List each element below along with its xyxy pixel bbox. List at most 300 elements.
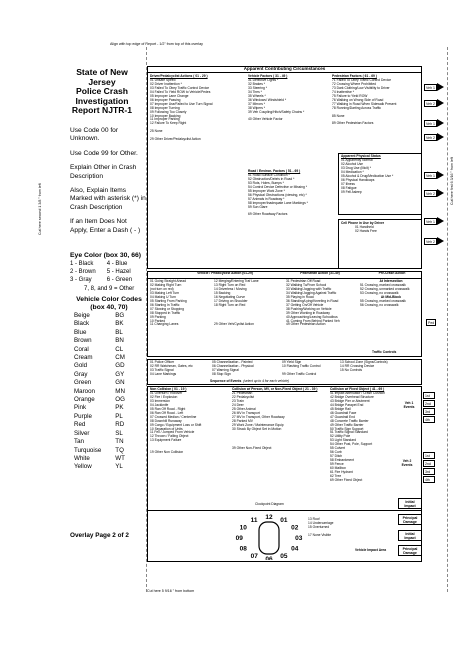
traffic-controls-col2 xyxy=(212,361,287,377)
pedestrian-action-item: 38 Pushing/Working on Vehicle xyxy=(286,306,332,311)
pedestrian-factor-item: 76 Walking on Wrong Side of Road xyxy=(332,97,384,102)
fixed-object-item: 47 Guardrail End xyxy=(330,414,355,419)
vehicle-factor-item: 35 Wheels * xyxy=(248,93,266,98)
pedestrian-factor-item: 78 Running/Darting Across Traffic xyxy=(332,105,382,110)
road-factor-item: 59 Sun Glare xyxy=(248,204,268,209)
traffic-control-item: 14 RR Crossing Device xyxy=(340,363,375,368)
driver-action-item: 08 Improper Turning xyxy=(150,105,180,110)
road-factor-item: 53 Ruts, Holes, Bumps * xyxy=(248,180,284,185)
pedestrian-factors-list xyxy=(332,75,422,126)
vehicle-color-row xyxy=(74,354,125,362)
title-line-3: Investigation xyxy=(75,95,129,106)
fixed-object-item: 57 Ditch xyxy=(330,454,343,459)
vehicle-action-item: 07 Slowing or Stopping xyxy=(150,306,184,311)
vehicle-color-name: Yellow xyxy=(74,463,92,471)
driver-action-item: 05 Improper Lane Change xyxy=(150,93,189,98)
pedestrian-action-list xyxy=(286,280,361,327)
vehicle-factor-item: 37 Mirrors * xyxy=(248,101,266,106)
vehicle-color-code: GY xyxy=(115,370,125,378)
physical-status-item: 02 Alcohol Use xyxy=(341,161,363,166)
vehicle-color-code: CL xyxy=(115,345,124,353)
road-factor-item: 58 Improper/Inadequate Lane Markings * xyxy=(248,200,308,205)
left-cut-note-text: Cut here second 1 3/8 " from left xyxy=(38,183,42,235)
noncollision-item: 08 Downhill Runaway xyxy=(150,418,182,423)
guide-line-right xyxy=(447,47,448,592)
eye-color-item: 6 - Green xyxy=(106,277,133,284)
vehicle-color-row xyxy=(74,371,125,379)
collision-list xyxy=(232,388,327,451)
vehicle-factor-item: 39 Veh Coupling/Hitch/Safety Chains * xyxy=(248,109,305,114)
clock-number: 07 xyxy=(250,553,258,560)
vehicle-color-code: PK xyxy=(115,404,124,412)
collision-item: 29 Work Zone / Maintenance Equip xyxy=(232,422,284,427)
traffic-control-item: 08 Stop Sign xyxy=(212,371,231,376)
vehicle-color-row xyxy=(74,447,125,455)
vehicle-color-subtitle: (box 40, 70) xyxy=(90,304,128,311)
pedestrian-factor-item: 72 Crossing Where Prohibited xyxy=(332,81,376,86)
instruction-asterisk: Also, Explain Items Marked with asterisk (*) in Crash Description xyxy=(70,187,146,211)
collision-item: 39 Other Non-Fixed Object xyxy=(232,446,272,451)
fixed-object-item: 54 Other Post, Pole, Support xyxy=(330,442,373,447)
intersection-item: 51 Crossing, marked crosswalk xyxy=(360,282,406,287)
vehicle-color-code: WT xyxy=(115,454,125,462)
collision-item: 26 MV in Transport xyxy=(232,410,260,415)
impact-area-title: Vehicle Impact Area xyxy=(355,548,387,552)
cell-phone-item: 02 Hands Free xyxy=(355,228,377,233)
driver-action-item: 10 Improper Backing xyxy=(150,113,181,118)
left-cut-note xyxy=(38,140,44,240)
pedestrian-factor-item: 89 Other Pedestrian Factors xyxy=(332,121,374,126)
vehicle-color-row xyxy=(74,438,125,446)
vehicle-action-item: 12 Merging/Entering Traf Lane xyxy=(214,279,259,283)
arrow-right-icon xyxy=(437,237,444,245)
noncollision-item: 02 Fire / Explosion xyxy=(150,394,178,399)
pedestrian-factors-title: Pedestrian Factors ( 61 - 69 ) xyxy=(332,74,377,78)
physical-status-item: 06 Physical Handicaps xyxy=(341,177,375,182)
apparent-factors-title: Apparent Contributing Circumstances xyxy=(243,66,326,71)
vehicle-action-item: (not turn on red) xyxy=(150,286,174,291)
instruction-other: Use Code 99 for Other. xyxy=(70,149,138,157)
vehicle-color-code: YL xyxy=(115,463,123,471)
driver-action-item: 01 Unsafe Speed xyxy=(150,77,176,82)
veh-label-box: Veh 2 xyxy=(426,239,435,244)
fixed-object-item: 48 Concrete Traffic Barrier xyxy=(330,418,369,423)
pedestrian-action-item: 32 Walking To/From School xyxy=(286,282,327,287)
pedestrian-action-item: 49 Other Pedestrian Action xyxy=(286,322,326,327)
vehicle-color-row xyxy=(74,430,125,438)
cell-phone-title: Cell Phone in Use by Driver xyxy=(341,221,385,225)
fixed-object-item: 44 Bridge Parapet End xyxy=(330,402,364,407)
vehicle-action-item: 13 Right Turn on Red xyxy=(214,282,246,287)
fixed-object-item: 46 Guardrail Face xyxy=(330,410,357,415)
collision-item: 23 Train xyxy=(232,398,244,403)
arrow-right-icon xyxy=(437,133,444,141)
vehicle-action-item: 15 Backing xyxy=(214,290,231,295)
driver-action-item: 04 Failed To Yield ROW to Vehicle/Pedes xyxy=(150,89,211,94)
vehicle-color-row xyxy=(74,320,125,328)
vehicle-factor-item: 34 Tires * xyxy=(248,89,262,94)
arrow-right-icon xyxy=(437,119,444,127)
vehicle-color-name: Maroon xyxy=(74,387,95,395)
road-factors-list xyxy=(248,170,338,217)
collision-item: 30 Struck By Object Set in Motion xyxy=(232,426,282,431)
vehicle-action-item: 02 Making Right Turn xyxy=(150,282,182,287)
vehicle-color-row xyxy=(74,421,125,429)
veh-label-box: Veh 1 xyxy=(426,85,435,90)
physical-status-list xyxy=(341,155,421,195)
vehicle-color-row xyxy=(74,312,125,320)
traffic-control-item: 07 Warning Signal xyxy=(212,367,239,372)
vehicle-factor-item: 31 Defective Lights * xyxy=(248,77,279,82)
eye-color-section xyxy=(70,251,148,293)
clock-number: 02 xyxy=(291,524,299,532)
pedestrian-action-item: 39 Other Working in Roadway xyxy=(286,310,330,315)
vehicle-factor-item: 33 Steering * xyxy=(248,85,268,90)
event-order-box: 4th xyxy=(423,416,435,423)
vehicle-action-item: 08 Stopped in Traffic xyxy=(150,310,181,315)
clock-number: 08 xyxy=(239,545,247,553)
fixed-object-item: 58 Embankment xyxy=(330,458,355,463)
vehicle-color-row xyxy=(74,337,125,345)
pedestrian-action-item: 31 Pedestrian Off Road xyxy=(286,279,321,283)
road-factors-title: Road / Environ. Factors ( 51 - 69 ) xyxy=(248,169,301,173)
vehicle-color-code: GN xyxy=(115,379,125,387)
noncollision-item: 05 Ran Off Road - Right xyxy=(150,406,186,411)
vehicle-action-item: 10 Parked xyxy=(150,318,166,323)
vehicle-color-code: GD xyxy=(115,362,125,370)
vehicle-color-code: OG xyxy=(115,396,125,404)
noncollision-item: 09 Cargo / Equipment Loss or Shift xyxy=(150,422,202,427)
driver-action-item: 09 Following Too Closely xyxy=(150,109,187,114)
noncollision-item: 10 Separation of Units xyxy=(150,426,183,431)
clock-number: 01 xyxy=(280,516,288,524)
sequence-title: Sequence of Events xyxy=(210,379,242,383)
bottom-cut-note: Cut here 5 9/16 " from bottom xyxy=(147,589,195,593)
title-line-1: State of New Jersey xyxy=(76,67,128,87)
arrow-right-icon xyxy=(437,217,444,225)
eye-color-item: 3 - Gray xyxy=(70,277,92,284)
vehicle-factor-item: 36 Windows/ Windshield * xyxy=(248,97,287,102)
eye-color-table xyxy=(70,260,133,285)
veh-label-box: Veh 2 xyxy=(426,101,435,106)
cell-phone-list xyxy=(341,222,421,234)
title-line-4: Report NJTR-1 xyxy=(71,105,133,116)
right-cut-note xyxy=(450,110,456,210)
driver-action-item: 07 Improper Use/Failed to Use Turn Signal xyxy=(150,101,213,106)
fixed-object-item: 43 Bridge Pier or Abutment xyxy=(330,398,370,403)
impact-area-item: 13 Roof xyxy=(308,517,320,521)
clock-number: 03 xyxy=(295,535,303,542)
collision-item: 28 Parked MV xyxy=(232,418,253,423)
road-factor-item: 69 Other Roadway Factors xyxy=(248,212,288,217)
fixed-object-item: 61 Fire Hydrant xyxy=(330,470,353,475)
title-line-2: Police Crash xyxy=(75,86,129,97)
vehicle-action-col1 xyxy=(150,280,220,327)
physical-status-item: 01 Apparently Normal xyxy=(341,157,373,162)
noncollision-item: 13 Equipment Failure xyxy=(150,438,182,443)
noncollision-item: 11 Fell / Jumped From Vehicle xyxy=(150,430,195,435)
noncollision-item: 01 Overturn / Rollover xyxy=(150,390,183,395)
noncollision-item: 06 Ran Off Road - Left xyxy=(150,410,184,415)
traffic-control-item: 10 Flashing Traffic Control xyxy=(282,363,321,368)
impact-area-item: 14 Undercarriage xyxy=(308,520,334,525)
clockpoint-title: Clockpoint Diagram xyxy=(255,502,284,506)
vehicle-color-row xyxy=(74,379,125,387)
driver-action-item: 06 Improper Passing xyxy=(150,97,181,102)
fixed-object-item: 53 Light Standard xyxy=(330,438,357,443)
driver-actions-title: Driver/Pedalcyclist Actions ( 01 - 29 ) xyxy=(150,74,208,78)
pedestrian-action-title: Pedestrian Action (31-49) xyxy=(300,271,340,275)
vehicle-color-name: Orange xyxy=(74,396,95,404)
vehicle-color-name: Gray xyxy=(74,370,88,378)
noncollision-item: 19 Other Non Collision xyxy=(150,450,184,455)
traffic-control-item: 04 Lane Markings xyxy=(150,371,177,376)
traffic-controls-col4 xyxy=(340,361,422,373)
traffic-control-item: 03 Traffic Signal xyxy=(150,367,174,372)
collision-item: 22 Pedalcyclist xyxy=(232,394,254,399)
vehicle-color-row xyxy=(74,388,125,396)
vehicle-color-name: Turquoise xyxy=(74,446,102,454)
veh-events-label: Veh 1 Events xyxy=(403,401,415,409)
vehicle-color-name: Cream xyxy=(74,354,93,362)
pedestrian-action-item: 40 Approaching/Leaving Schoolbus xyxy=(286,314,338,319)
arrow-right-icon xyxy=(437,171,444,179)
right-cut-note-text: Cut here first 6 3/16 " from left xyxy=(450,157,454,205)
vehicle-action-title: Vehicle / Pedalcyclist Action (01-29) xyxy=(197,271,253,275)
midblock-item: 56 Crossing, no crosswalk xyxy=(360,302,399,307)
fixed-object-item: 52 Utility Pole xyxy=(330,434,351,439)
vehicle-color-row xyxy=(74,396,125,404)
arrow-right-icon xyxy=(437,99,444,107)
vehicle-color-name: Tan xyxy=(74,438,84,446)
event-order-box: 3rd xyxy=(423,468,435,475)
road-factor-item: 52 Obstruction/Debris in Road * xyxy=(248,176,295,181)
pedestrian-action-item: 37 Getting On/Off Vehicle xyxy=(286,302,324,307)
vehicle-action-item: 11 Changing Lanes xyxy=(150,322,179,327)
vehicle-color-row xyxy=(74,346,125,354)
event-order-box: 2nd xyxy=(423,400,435,407)
collision-title: Collision w/ Person, MV, or Non-Fixed Object ( 21 - 39 ) xyxy=(232,387,318,391)
noncollision-item: 04 Jackknife xyxy=(150,402,169,407)
noncollision-title: Non Collision ( 01 - 19 ) xyxy=(150,387,187,391)
vehicle-action-item: 06 Starting In Traffic xyxy=(150,302,180,307)
vehicle-color-name: Pink xyxy=(74,404,87,412)
driver-actions-list xyxy=(150,75,245,142)
vehicle-color-name: Brown xyxy=(74,337,92,345)
fixed-object-item: 42 Bridge Overhead Structure xyxy=(330,394,374,399)
vehicle-color-row xyxy=(74,362,125,370)
collision-item: 27 MV in Transport, Other Roadway xyxy=(232,414,285,419)
midblock-item: 55 Crossing, marked crosswalk xyxy=(360,298,406,303)
vehicle-color-code: BG xyxy=(115,312,125,319)
clockpoint-diagram xyxy=(233,512,305,560)
driver-action-item: 11 Improper Parking xyxy=(150,117,180,122)
instruction-explain: Explain Other in Crash Description xyxy=(70,164,137,180)
event-order-box: 1st xyxy=(423,452,435,459)
noncollision-item: 03 Immersion xyxy=(150,398,170,403)
physical-status-item: 05 Alcohol & Drug/Medication Use * xyxy=(341,173,394,178)
instruction-dash: If an Item Does Not Apply, Enter a Dash ( - ) xyxy=(70,218,141,234)
driver-action-item: 03 Failed To Obey Traffic Control Device xyxy=(150,85,210,90)
road-factor-item: 51 Road Surface Condition * xyxy=(248,172,290,177)
pedestrian-factor-item: 73 Dark Clothing/Low Visibility to Driver xyxy=(332,85,390,90)
impact-label-box: Principal Damage xyxy=(398,545,422,556)
clock-number: 09 xyxy=(235,535,243,542)
traffic-control-item: 06 Channelization - Physical xyxy=(212,363,254,368)
instructions xyxy=(70,127,146,235)
vehicle-color-row xyxy=(74,329,125,337)
traffic-control-item: 09 Yield Sign xyxy=(282,360,302,364)
pedestrian-factor-item: 77 Walking in Road When Sidewalk Present xyxy=(332,101,397,106)
traffic-control-item: 02 RR Watchman, Gates, etc xyxy=(150,363,193,368)
veh-label-box: Veh 1 xyxy=(426,219,435,224)
top-alignment-note: Align with top edge of Report - 1/2" from top of this overlay xyxy=(110,42,203,46)
at-intersection-title: At Intersection xyxy=(379,279,403,283)
traffic-control-item: 01 Police Officer xyxy=(150,360,175,364)
cell-phone-item: 01 Handheld xyxy=(355,224,374,229)
eye-color-item: 5 - Hazel xyxy=(106,269,131,276)
fixed-object-title: Collision w/ Fixed Object ( 41 - 69 ) xyxy=(330,387,385,391)
eye-color-title: Eye Color (box 30, 66) xyxy=(70,252,142,259)
collision-item: 21 Pedestrian xyxy=(232,390,253,395)
physical-status-item: 07 Illness xyxy=(341,181,355,186)
vehicle-color-name: Beige xyxy=(74,312,90,319)
impact-area-item: 15 Overturned xyxy=(308,524,330,529)
vehicle-color-code: PL xyxy=(115,412,123,420)
vehicle-action-item: 29 Other Veh/Cyclist Action xyxy=(214,322,254,327)
fixed-object-item: 56 Curb xyxy=(330,450,342,455)
vehicle-action-item: 17 Driving on Shoulder xyxy=(214,298,248,303)
pedestrian-factor-item: 75 Failure to Yield ROW xyxy=(332,93,368,98)
vehicle-factors-list xyxy=(248,75,333,122)
veh-label-box: Veh 1 xyxy=(426,173,435,178)
vehicle-color-name: Blue xyxy=(74,328,87,336)
pedestrian-action-item: 41 Coming From Behind Parked Veh xyxy=(286,318,340,323)
ped-label: Ped xyxy=(428,320,435,325)
vehicle-factor-item: 32 Brakes * xyxy=(248,81,266,86)
eye-color-item: 4 - Blue xyxy=(106,261,128,267)
fixed-object-item: 45 Bridge Rail xyxy=(330,406,351,411)
vehicle-action-item: 14 Driverless / Moving xyxy=(214,286,247,291)
pre-crash-ped-list xyxy=(360,280,422,308)
pedestrian-action-item: 35 Playing in Road xyxy=(286,294,314,299)
vehicle-factor-item: 38 Wipers * xyxy=(248,105,266,110)
event-order-box: 3rd xyxy=(423,408,435,415)
clock-number: 11 xyxy=(250,516,258,524)
physical-status-title: Apparent Physical Status xyxy=(341,154,381,158)
veh-label-box: Veh 2 xyxy=(426,191,435,196)
vehicle-action-col2 xyxy=(214,280,289,327)
vehicle-color-row xyxy=(74,404,125,412)
fixed-object-item: 41 Impact Attenuator / Crash Cushion xyxy=(330,390,385,395)
vehicle-action-item: 03 Making Left Turn xyxy=(150,290,180,295)
traffic-control-item: 05 Channelization - Painted xyxy=(212,360,253,364)
fixed-object-item: 62 Tree xyxy=(330,473,342,478)
veh-label-box: Veh 2 xyxy=(426,135,435,140)
road-factor-item: 54 Control Device Defective or Missing * xyxy=(248,184,308,189)
event-order-box: 2nd xyxy=(423,460,435,467)
vehicle-action-item: 09 Parking xyxy=(150,314,166,319)
traffic-controls-col1 xyxy=(150,361,220,377)
vehicle-color-name: Coral xyxy=(74,345,89,353)
physical-status-item: 04 Medication * xyxy=(341,169,364,174)
event-order-box: 1st xyxy=(423,392,435,399)
impact-area-item: 17 None Visible xyxy=(308,532,332,537)
overlay-page-label: Overlay Page 2 of 2 xyxy=(70,532,129,539)
vehicle-action-item: 18 Right Turn on Red xyxy=(214,302,246,307)
fixed-object-item: 49 Other Traffic Barrier xyxy=(330,422,364,427)
vehicle-color-name: Purple xyxy=(74,412,92,420)
driver-action-item: 12 Failure To Keep Right xyxy=(150,121,187,126)
vehicle-action-item: 16 Negotiating Curve xyxy=(214,294,245,299)
physical-status-item: 03 Drug Use (illicit) * xyxy=(341,165,372,170)
eye-color-item: 1 - Black xyxy=(70,261,94,267)
eye-color-item: 2 - Brown xyxy=(70,269,96,276)
driver-action-item: 02 Driver Inattention * xyxy=(150,81,182,86)
pedestrian-action-item: 34 Walking/Jogging Against Traffic xyxy=(286,290,337,295)
vehicle-color-row xyxy=(74,413,125,421)
clock-number: 12 xyxy=(265,514,273,522)
vehicle-color-row xyxy=(74,455,125,463)
vehicle-color-name: Silver xyxy=(74,429,90,437)
traffic-control-item: 99 Other Traffic Control xyxy=(282,371,317,376)
vehicle-color-code: RD xyxy=(115,421,125,429)
vehicle-action-item: 05 Starting From Parking xyxy=(150,298,187,303)
form-title xyxy=(62,68,142,116)
vehicle-color-code: BK xyxy=(115,320,124,328)
traffic-control-item: 13 School Zone (Signs/Controls) xyxy=(340,360,388,364)
vehicle-color-title: Vehicle Color Codes xyxy=(76,296,142,303)
intersection-item: 52 Crossing, unmarked crosswalk xyxy=(360,286,410,291)
vehicle-color-table xyxy=(74,312,125,472)
arrow-right-icon xyxy=(437,83,444,91)
clock-number: 06 xyxy=(265,555,273,560)
veh-label-box: Veh 1 xyxy=(426,121,435,126)
sequence-title-row xyxy=(210,380,289,384)
arrow-right-icon xyxy=(437,189,444,197)
vehicle-color-name: Gold xyxy=(74,362,88,370)
fixed-object-item: 69 Other Fixed Object xyxy=(330,477,363,482)
traffic-controls-title: Traffic Controls xyxy=(372,350,397,354)
vehicle-color-code: MN xyxy=(115,387,125,395)
impact-label-box: Initial Impact xyxy=(398,498,422,509)
vehicle-color-code: TN xyxy=(115,438,124,446)
impact-label-box: Initial Impact xyxy=(398,530,422,541)
vehicle-color-code: TQ xyxy=(115,446,124,454)
vehicle-color-name: Green xyxy=(74,379,92,387)
veh-events-label: Veh 2 Events xyxy=(401,459,413,467)
clock-number: 04 xyxy=(291,545,299,553)
vehicle-action-item: 04 Making U Turn xyxy=(150,294,177,299)
noncollision-item: 12 Thrown / Falling Object xyxy=(150,434,189,439)
fixed-object-item: 55 Culvert xyxy=(330,446,346,451)
divider xyxy=(147,72,422,73)
fixed-object-item: 51 Traffic Signal Standard xyxy=(330,430,368,435)
vehicle-factor-item: 40 Other Vehicle Factor xyxy=(248,117,283,122)
physical-status-item: 08 Fatigue xyxy=(341,185,357,190)
pedestrian-factor-item: 74 Inattentive * xyxy=(332,89,354,94)
sequence-subtitle: (select up to 4 for each vehicle) xyxy=(243,379,290,383)
road-factor-item: 55 Improper Work Zone * xyxy=(248,188,285,193)
clock-number: 05 xyxy=(280,553,288,560)
vehicle-color-code: SL xyxy=(115,429,123,437)
vehicle-factors-title: Vehicle Factors ( 31 - 49 ) xyxy=(248,74,288,78)
clock-number: 10 xyxy=(239,524,247,532)
pedestrian-factor-item: 71 Failed To Obey Traffic Control Device xyxy=(332,77,392,82)
at-midblock-title: At Mid-Block xyxy=(380,294,402,299)
vehicle-color-row xyxy=(74,463,125,471)
fixed-object-item: 60 Mailbox xyxy=(330,466,346,471)
